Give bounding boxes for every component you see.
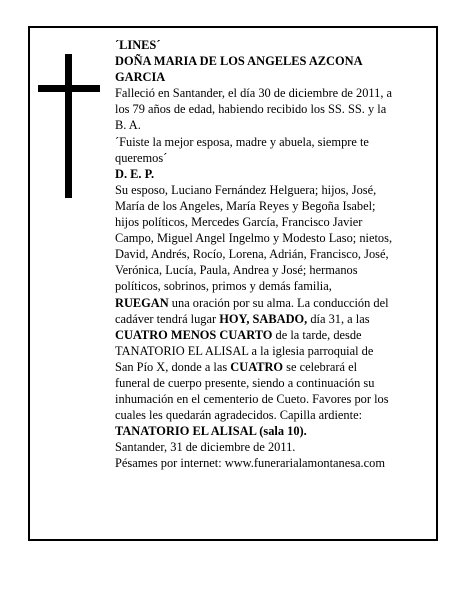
cross-icon: [38, 54, 100, 198]
ruegan-line: [115, 295, 425, 311]
notice-heading: ´LINES´: [115, 38, 161, 52]
cross-vertical-bar: [65, 54, 72, 198]
family-line: Campo, Miguel Angel Ingelmo y Modesto Laso; nietos,: [115, 231, 393, 246]
quote-line: ´Fuiste la mejor esposa, madre y abuela, siempre te: [115, 134, 369, 149]
funeral-line: TANATORIO EL ALISAL a la iglesia parroquial de: [115, 343, 374, 358]
deceased-name-line-1: DOÑA MARIA DE LOS ANGELES AZCONA: [115, 54, 363, 69]
funeral-day-bold: HOY, SABADO,: [219, 311, 308, 326]
ruegan-bold: RUEGAN: [115, 295, 169, 310]
death-details-line: B. A.: [115, 118, 141, 133]
funeral-line: [115, 327, 425, 343]
funeral-text: cadáver tendrá lugar: [115, 311, 220, 326]
funeral-line: [115, 359, 425, 375]
funeral-text: de la tarde, desde: [272, 327, 362, 342]
death-details-line: Falleció en Santander, el día 30 de diciembre de 2011, a: [115, 86, 393, 101]
ruegan-rest: una oración por su alma. La conducción del: [168, 295, 389, 310]
funeral-text: se celebrará el: [283, 359, 358, 374]
funeral-line: cuales les quedarán agradecidos. Capilla ardiente:: [115, 408, 363, 423]
funeral-line: inhumación en el cementerio de Cueto. Favores por los: [115, 392, 389, 407]
family-line: hijos políticos, Mercedes García, Francisco Javier: [115, 215, 363, 230]
deceased-name-line-2: GARCIA: [115, 70, 166, 85]
family-line: Verónica, Lucía, Paula, Andrea y José; hermanos: [115, 263, 358, 278]
funeral-hour-bold: CUATRO: [230, 359, 284, 374]
funeral-text: día 31, a las: [307, 311, 370, 326]
death-details-line: los 79 años de edad, habiendo recibido los SS. SS. y la: [115, 102, 387, 117]
funeral-time-bold: CUATRO MENOS CUARTO: [115, 327, 273, 342]
date-line: Santander, 31 de diciembre de 2011.: [115, 440, 296, 455]
condolences-line: Pésames por internet: www.funerarialamontanesa.com: [115, 456, 385, 471]
family-line: David, Andrés, Rocío, Lorena, Adrián, Francisco, José,: [115, 247, 389, 262]
quote-line: queremos´: [115, 150, 168, 165]
family-line: políticos, sobrinos, primos y demás familia,: [115, 279, 332, 294]
family-line: Su esposo, Luciano Fernández Helguera; hijos, José,: [115, 182, 377, 197]
family-line: María de los Angeles, María Reyes y Begoña Isabel;: [115, 198, 376, 213]
funeral-line: funeral de cuerpo presente, siendo a continuación su: [115, 375, 375, 390]
chapel-line: TANATORIO EL ALISAL (sala 10).: [115, 424, 307, 439]
obituary-text: [115, 37, 425, 472]
cross-horizontal-bar: [38, 85, 100, 92]
funeral-line: [115, 311, 425, 327]
dep-line: D. E. P.: [115, 166, 155, 181]
funeral-text: San Pío X, donde a las: [115, 359, 231, 374]
